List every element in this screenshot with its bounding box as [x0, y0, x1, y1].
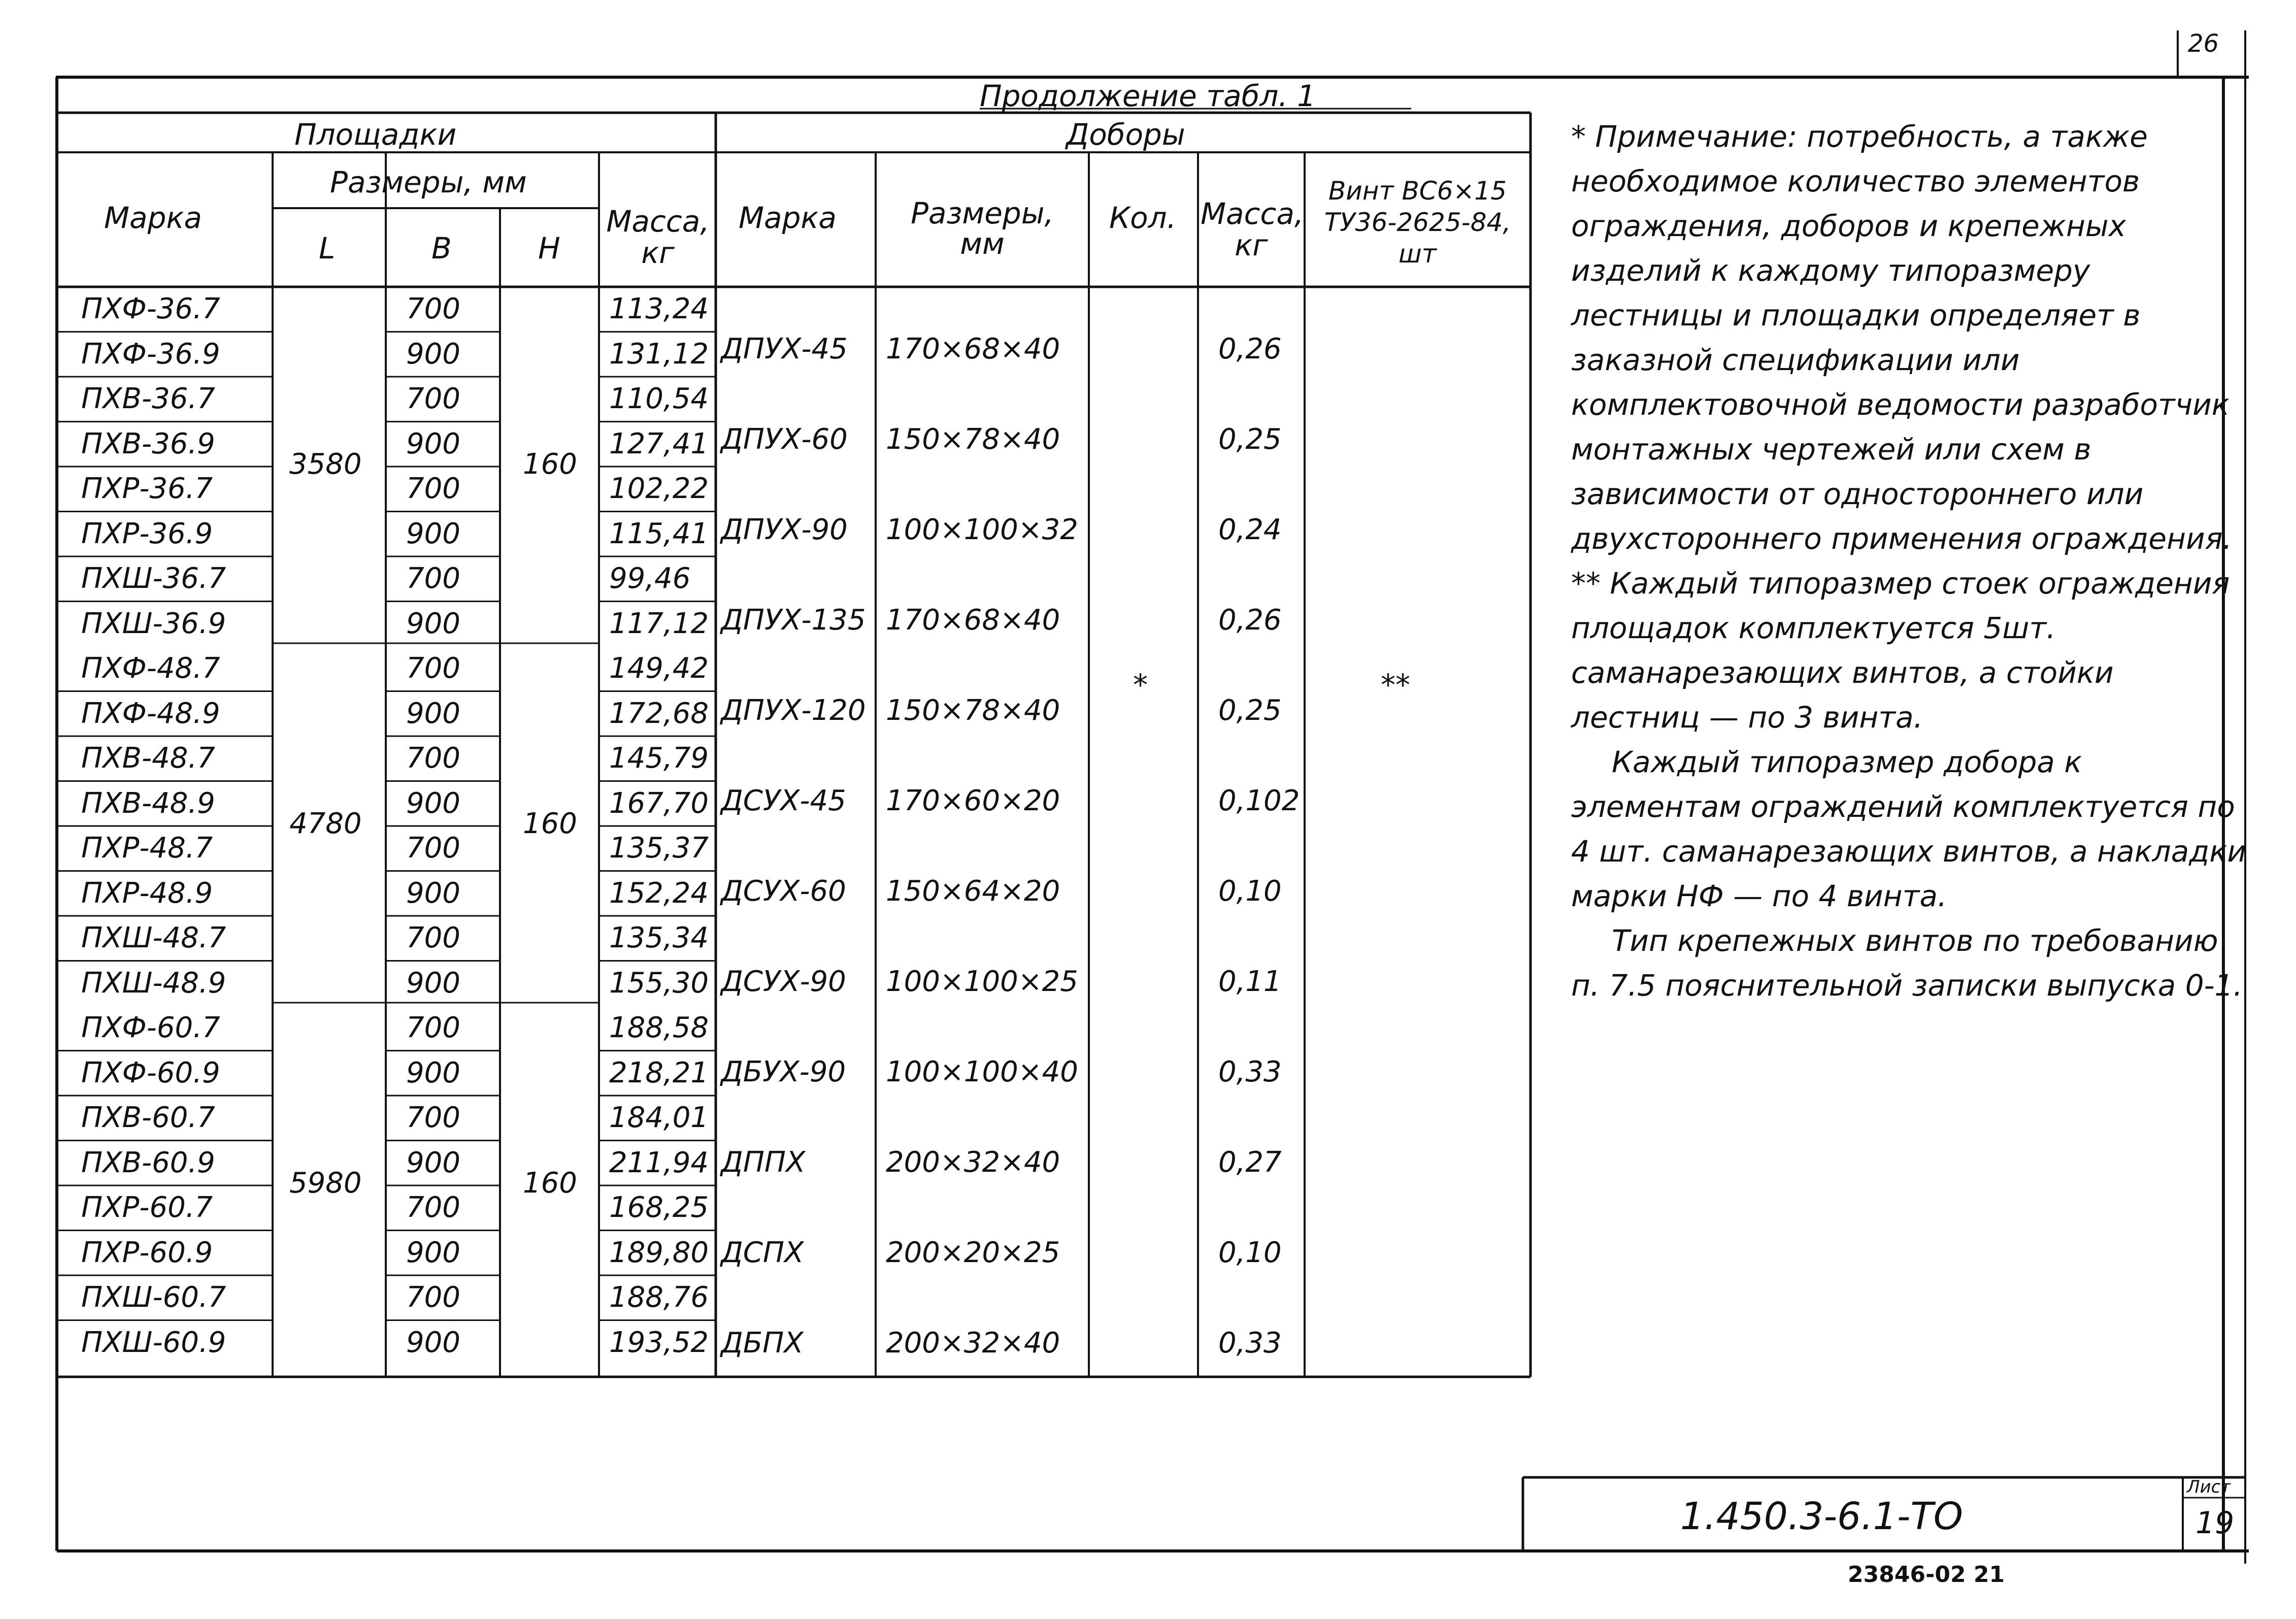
- extras-col-marka: Марка: [739, 201, 837, 235]
- footer-code: 23846-02 21: [1848, 1562, 2005, 1588]
- platform-B: 900: [406, 517, 460, 550]
- platform-B: 700: [406, 292, 460, 325]
- platform-L-value: 3580: [289, 448, 362, 481]
- extras-marka: ДППХ: [721, 1146, 806, 1179]
- extras-size: 150×78×40: [886, 423, 1060, 456]
- platform-marka: ПХФ-60.9: [81, 1056, 220, 1089]
- extras-mass: 0,102: [1218, 784, 1300, 817]
- platform-mass: 218,21: [609, 1056, 709, 1089]
- platform-mass: 168,25: [609, 1191, 709, 1224]
- platform-B: 700: [406, 1281, 460, 1314]
- platform-mass: 188,58: [609, 1011, 709, 1044]
- platform-L-value: 4780: [289, 807, 362, 840]
- platform-mass: 127,41: [609, 427, 709, 460]
- platform-marka: ПХШ-48.7: [81, 921, 226, 954]
- platform-B: 700: [406, 832, 460, 865]
- platform-mass: 131,12: [609, 337, 709, 371]
- platform-marka: ПХФ-36.9: [81, 337, 220, 371]
- platform-mass: 145,79: [609, 742, 709, 775]
- platform-mass: 155,30: [609, 966, 709, 1000]
- stamp-sheet-label: Лист: [2187, 1477, 2231, 1497]
- extras-mass: 0,26: [1218, 604, 1282, 637]
- extras-col-mass: Масса, кг: [1201, 196, 1304, 262]
- stamp-doc-code: 1.450.3-6.1-ТО: [1680, 1495, 1963, 1538]
- table-title: Продолжение табл. 1: [980, 79, 1316, 113]
- platform-marka: ПХФ-36.7: [81, 292, 220, 325]
- platform-marka: ПХВ-48.9: [81, 786, 215, 820]
- extras-marka: ДСУХ-90: [721, 965, 846, 998]
- extras-marka: ДБУХ-90: [721, 1055, 846, 1088]
- platform-B: 700: [406, 1191, 460, 1224]
- extras-size: 170×68×40: [886, 604, 1060, 637]
- platform-H-value: 160: [523, 807, 577, 840]
- platform-marka: ПХШ-60.9: [81, 1326, 226, 1359]
- platform-mass: 172,68: [609, 697, 709, 730]
- platform-marka: ПХВ-36.7: [81, 382, 215, 415]
- extras-size: 200×32×40: [886, 1327, 1060, 1360]
- platform-mass: 167,70: [609, 786, 709, 820]
- platforms-group-header: Площадки: [294, 117, 457, 152]
- platforms-col-L: L: [319, 231, 336, 266]
- extras-screw-mark: **: [1381, 668, 1410, 702]
- platform-B: 900: [406, 607, 460, 640]
- platform-B: 700: [406, 1011, 460, 1044]
- platform-mass: 189,80: [609, 1236, 709, 1269]
- extras-mass: 0,10: [1218, 1236, 1282, 1269]
- extras-marka: ДСУХ-60: [721, 875, 846, 908]
- platform-B: 900: [406, 786, 460, 820]
- platform-B: 900: [406, 697, 460, 730]
- stamp-sheet-number: 19: [2195, 1505, 2235, 1541]
- platform-marka: ПХФ-60.7: [81, 1011, 220, 1044]
- extras-size: 170×68×40: [886, 333, 1060, 366]
- extras-size: 200×20×25: [886, 1236, 1060, 1269]
- platform-mass: 135,37: [609, 832, 709, 865]
- extras-marka: ДПУХ-135: [721, 604, 866, 637]
- platform-marka: ПХФ-48.9: [81, 697, 220, 730]
- extras-marka: ДПУХ-120: [721, 694, 866, 727]
- extras-mass: 0,25: [1218, 423, 1282, 456]
- platform-B: 900: [406, 1326, 460, 1359]
- platform-marka: ПХВ-60.7: [81, 1101, 215, 1134]
- platform-mass: 152,24: [609, 876, 709, 910]
- note-1: * Примечание: потребность, а также необходимое количество элементов ограждения, доборов и крепежных изделий к каждому типоразмеру лестницы и площадки определяет в заказной спецификации или комплектовочной ведомости разработчик монтажных чертежей или схем в зависимости от одностороннего или двухстороннего применения ограждения.: [1571, 119, 2233, 556]
- platform-mass: 135,34: [609, 921, 709, 954]
- platform-B: 900: [406, 1056, 460, 1089]
- note-3: Каждый типоразмер добора к элементам ограждений комплектуется по 4 шт. саманарезающих винтов, а накладки марки НФ — по 4 винта.: [1571, 745, 2247, 913]
- page-corner-number: 26: [2188, 29, 2219, 58]
- notes-block: [1571, 114, 2251, 1008]
- extras-size: 100×100×25: [886, 965, 1078, 998]
- platform-marka: ПХШ-36.7: [81, 562, 226, 595]
- extras-qty-mark: *: [1133, 668, 1148, 702]
- platform-B: 700: [406, 921, 460, 954]
- platform-marka: ПХР-48.9: [81, 876, 213, 910]
- platform-mass: 113,24: [609, 292, 709, 325]
- platform-marka: ПХР-48.7: [81, 832, 213, 865]
- extras-marka: ДПУХ-45: [721, 333, 848, 366]
- platform-B: 700: [406, 1101, 460, 1134]
- extras-mass: 0,25: [1218, 694, 1282, 727]
- platform-marka: ПХВ-60.9: [81, 1146, 215, 1179]
- note-2: ** Каждый типоразмер стоек ограждения площадок комплектуется 5шт. саманарезающих винтов, а стойки лестниц — по 3 винта.: [1571, 566, 2230, 735]
- platform-B: 900: [406, 337, 460, 371]
- extras-marka: ДПУХ-90: [721, 513, 848, 546]
- extras-mass: 0,27: [1218, 1146, 1282, 1179]
- extras-mass: 0,24: [1218, 513, 1282, 546]
- extras-marka: ДСУХ-45: [721, 784, 846, 817]
- platform-marka: ПХШ-36.9: [81, 607, 226, 640]
- platform-H-value: 160: [523, 448, 577, 481]
- platform-marka: ПХШ-60.7: [81, 1281, 226, 1314]
- extras-marka: ДПУХ-60: [721, 423, 848, 456]
- extras-marka: ДБПХ: [721, 1327, 804, 1360]
- platforms-col-mass: Масса, кг: [606, 204, 710, 270]
- extras-size: 150×64×20: [886, 875, 1060, 908]
- platform-mass: 193,52: [609, 1326, 709, 1359]
- platform-marka: ПХФ-48.7: [81, 652, 220, 685]
- platform-B: 900: [406, 966, 460, 1000]
- platform-mass: 211,94: [609, 1146, 709, 1179]
- platform-mass: 102,22: [609, 472, 709, 505]
- platform-B: 900: [406, 876, 460, 910]
- platform-marka: ПХР-60.7: [81, 1191, 213, 1224]
- extras-mass: 0,33: [1218, 1055, 1282, 1088]
- platform-mass: 188,76: [609, 1281, 709, 1314]
- platform-marka: ПХВ-36.9: [81, 427, 215, 460]
- platform-mass: 110,54: [609, 382, 709, 415]
- platforms-col-marka: Марка: [104, 201, 202, 235]
- platform-B: 900: [406, 1236, 460, 1269]
- platform-H-value: 160: [523, 1167, 577, 1200]
- platform-B: 900: [406, 1146, 460, 1179]
- platform-B: 700: [406, 382, 460, 415]
- platform-marka: ПХР-36.9: [81, 517, 213, 550]
- platform-B: 900: [406, 427, 460, 460]
- extras-marka: ДСПХ: [721, 1236, 804, 1269]
- extras-col-screw: Винт ВС6×15 ТУ36-2625-84, шт: [1324, 176, 1511, 269]
- platform-marka: ПХШ-48.9: [81, 966, 226, 1000]
- extras-size: 200×32×40: [886, 1146, 1060, 1179]
- platform-mass: 149,42: [609, 652, 709, 685]
- extras-mass: 0,33: [1218, 1327, 1282, 1360]
- platform-mass: 115,41: [609, 517, 709, 550]
- platform-B: 700: [406, 652, 460, 685]
- platform-mass: 99,46: [609, 562, 691, 595]
- platform-marka: ПХР-36.7: [81, 472, 213, 505]
- platforms-col-B: B: [431, 231, 452, 266]
- platform-B: 700: [406, 742, 460, 775]
- note-4: Тип крепежных винтов по требованию п. 7.5 пояснительной записки выпуска 0-1.: [1571, 923, 2243, 1003]
- extras-size: 150×78×40: [886, 694, 1060, 727]
- extras-size: 100×100×32: [886, 513, 1078, 546]
- platforms-col-sizes: Размеры, мм: [330, 165, 527, 200]
- extras-group-header: Доборы: [1066, 117, 1185, 152]
- platform-marka: ПХВ-48.7: [81, 742, 215, 775]
- extras-size: 100×100×40: [886, 1055, 1078, 1088]
- platform-mass: 184,01: [609, 1101, 709, 1134]
- extras-size: 170×60×20: [886, 784, 1060, 817]
- extras-mass: 0,11: [1218, 965, 1282, 998]
- platform-B: 700: [406, 562, 460, 595]
- extras-col-qty: Кол.: [1109, 201, 1177, 235]
- platform-B: 700: [406, 472, 460, 505]
- platform-marka: ПХР-60.9: [81, 1236, 213, 1269]
- extras-col-sizes: Размеры, мм: [911, 196, 1054, 261]
- extras-mass: 0,10: [1218, 875, 1282, 908]
- platforms-col-H: H: [538, 231, 560, 266]
- platform-L-value: 5980: [289, 1167, 362, 1200]
- extras-mass: 0,26: [1218, 333, 1282, 366]
- platform-mass: 117,12: [609, 607, 709, 640]
